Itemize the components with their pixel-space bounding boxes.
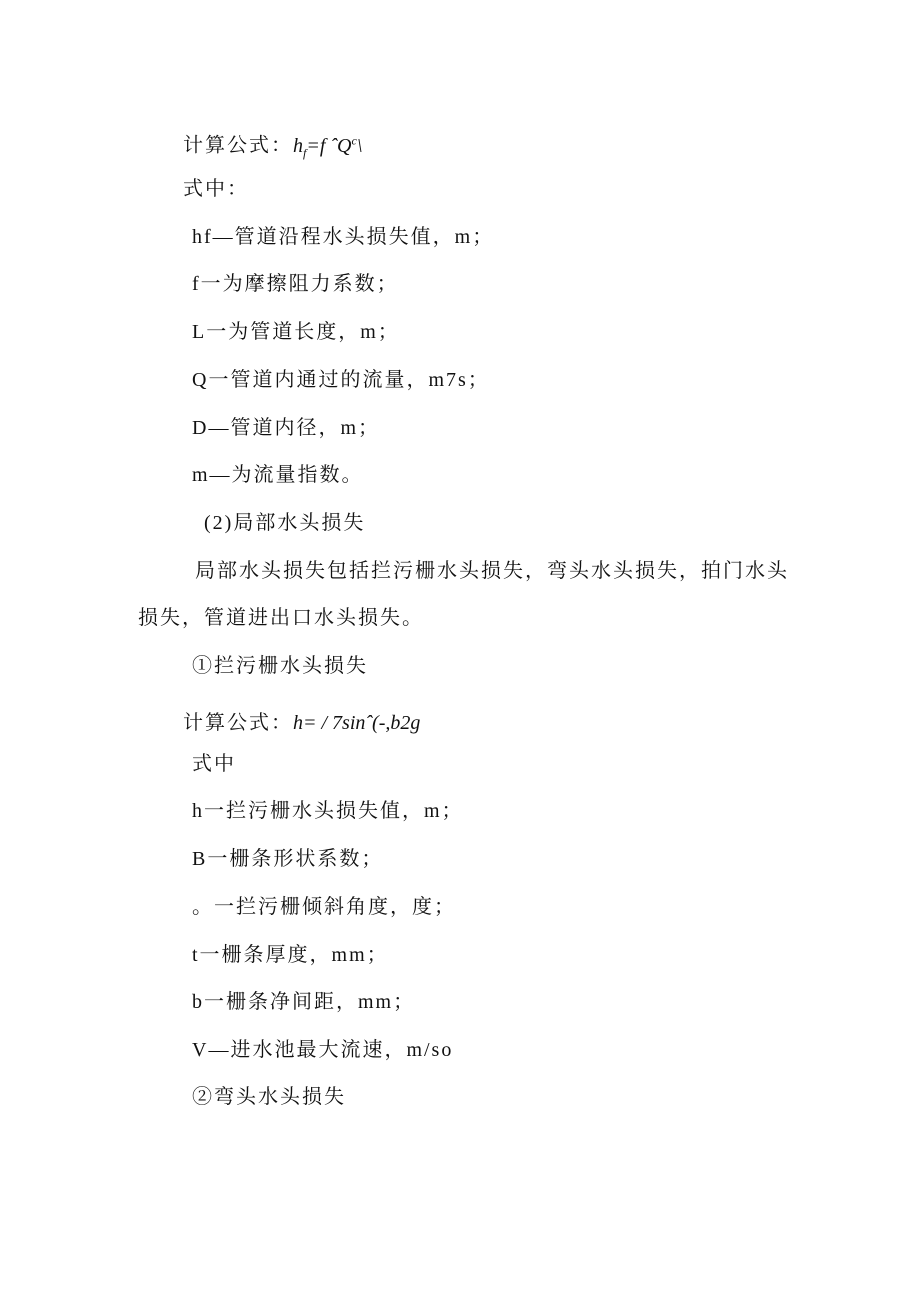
definition-line: hf—管道沿程水头损失值，m； — [192, 226, 495, 248]
definition-line: L一为管道长度，m； — [192, 321, 400, 343]
where-label-1: 式中： — [183, 178, 249, 200]
definition-line: h一拦污栅水头损失值，m； — [192, 800, 464, 822]
where-label-2: 式中 — [192, 753, 236, 775]
formula-2-expression: h= / 7sinˆ(-,b2g — [293, 712, 421, 734]
formula-1-mid: =f ˆQ — [306, 134, 352, 157]
formula-1-sup: c — [351, 133, 357, 147]
paragraph-line-1: 局部水头损失包括拦污栅水头损失，弯头水头损失，拍门水头 — [195, 560, 789, 582]
subsection-heading-2: ②弯头水头损失 — [192, 1086, 346, 1108]
definition-line: m—为流量指数。 — [192, 464, 364, 486]
formula-1-expression — [293, 133, 363, 160]
subsection-heading-1: ①拦污栅水头损失 — [192, 655, 368, 677]
formula-1-end: \ — [356, 134, 363, 157]
definition-line: t一栅条厚度，mm； — [192, 944, 389, 966]
formula-1 — [183, 128, 362, 165]
definition-line: b一栅条净间距，mm； — [192, 991, 416, 1013]
formula-2-label: 计算公式： — [183, 712, 293, 734]
formula-2 — [183, 711, 420, 735]
definition-line: D—管道内径，m； — [192, 417, 380, 439]
definition-line: B一栅条形状系数； — [192, 848, 384, 870]
formula-1-h: h — [293, 134, 303, 157]
paragraph-line-2: 损失，管道进出口水头损失。 — [138, 607, 424, 629]
definition-line: 。一拦污栅倾斜角度，度； — [192, 896, 456, 918]
formula-1-sub: f — [303, 145, 307, 160]
definition-line: V—进水池最大流速，m/so — [192, 1039, 454, 1061]
definition-line: f一为摩擦阻力系数； — [192, 273, 399, 295]
definition-line: Q一管道内通过的流量，m7s； — [192, 369, 490, 391]
formula-1-label: 计算公式： — [183, 134, 293, 157]
section-heading: (2)局部水头损失 — [204, 512, 366, 534]
